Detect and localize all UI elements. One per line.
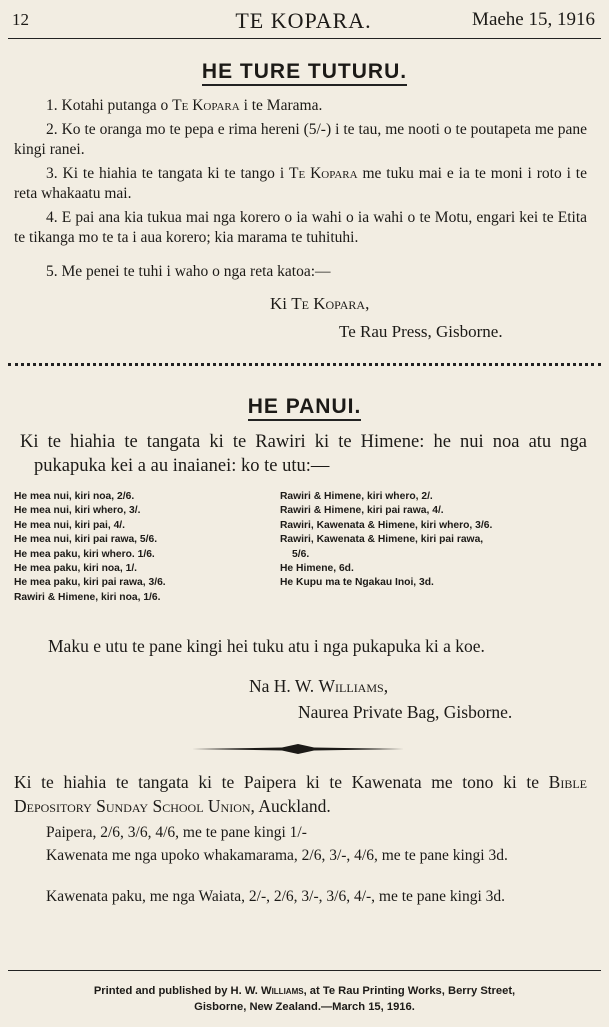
address-line-2: Te Rau Press, Gisborne. — [339, 322, 503, 341]
footer-rule — [8, 970, 601, 971]
rules-heading: HE TURE TUTURU. — [0, 60, 609, 84]
signature-line-2: Naurea Private Bag, Gisborne. — [298, 702, 513, 722]
imprint-line-1: Printed and published by H. W. Williams, at Te Rau Printing Works, Berry Street, — [93, 985, 516, 997]
imprint-footer — [10, 983, 599, 1015]
list-item: He mea nui, kiri noa, 2/6. — [14, 491, 135, 502]
panui-heading: HE PANUI. — [0, 395, 609, 419]
list-item: Rawiri, Kawenata & Himene, kiri pai rawa, — [280, 534, 484, 546]
bible-intro: Ki te hiahia te tangata ki te Paipera ki te Kawenata me tono ki te Bible Depository Sunday School Union, Auckland. — [14, 772, 587, 816]
panui-intro: Ki te hiahia te tangata ki te Rawiri ki te Himene: he nui noa atu nga pukapuka kei a au inaianei: ko te utu:— — [20, 432, 587, 476]
list-item: He mea paku, kiri whero. 1/6. — [14, 548, 155, 560]
rule-item-5: 5. Me penei te tuhi i waho o nga reta katoa:— — [46, 263, 331, 280]
list-item: Rawiri & Himene, kiri noa, 1/6. — [14, 591, 161, 603]
list-item: He mea nui, kiri whero, 3/. — [14, 505, 141, 517]
list-item: He mea paku, kiri pai rawa, 3/6. — [14, 577, 166, 589]
bible-line-1: Paipera, 2/6, 3/6, 4/6, me te pane kingi 1/- — [46, 824, 307, 841]
rule-item-2: 2. Ko te oranga mo te pepa e rima hereni (5/-) i te tau, me nooti o te poutapeta me pane kingi ranei. — [14, 121, 588, 158]
bible-line-2: Kawenata me nga upoko whakamarama, 2/6, 3/-, 4/6, me te pane kingi 3d. — [46, 847, 508, 864]
list-item: He mea nui, kiri pai, 4/. — [14, 519, 126, 531]
list-item: He mea paku, kiri noa, 1/. — [14, 563, 138, 575]
list-item: Rawiri & Himene, kiri pai rawa, 4/. — [280, 505, 444, 517]
list-item: He Himene, 6d. — [280, 563, 354, 575]
rule-item-4: 4. E pai ana kia tukua mai nga korero o ia wahi o ia wahi o te Motu, engari kei te Etita te tikanga mo te ta i aua korero; kia marama te tuhituhi. — [14, 209, 588, 246]
price-list-left — [14, 490, 166, 605]
list-item: 5/6. — [292, 548, 310, 560]
dotted-divider — [8, 363, 601, 370]
publication-title: TE KOPARA. — [235, 8, 372, 33]
bible-line-3: Kawenata paku, me nga Waiata, 2/-, 2/6, 3/-, 3/6, 4/-, me te pane kingi 3d. — [46, 888, 506, 905]
list-item: Rawiri, Kawenata & Himene, kiri whero, 3/6. — [280, 519, 493, 531]
address-line-1: Ki Te Kopara, — [270, 294, 370, 313]
list-item: He mea nui, kiri pai rawa, 5/6. — [14, 534, 158, 546]
imprint-line-2: Gisborne, New Zealand.—March 15, 1916. — [194, 1001, 415, 1013]
list-item: He Kupu ma te Ngakau Inoi, 3d. — [280, 577, 434, 589]
price-list-right — [280, 490, 492, 591]
header-rule — [8, 38, 601, 39]
rule-item-1: 1. Kotahi putanga o Te Kopara i te Marama. — [46, 97, 323, 114]
rule-item-3: 3. Ki te hiahia te tangata ki te tango i Te Kopara me tuku mai e ia te moni i roto i te reta whakaatu mai. — [14, 165, 587, 202]
issue-date: Maehe 15, 1916 — [472, 9, 595, 30]
page-number: 12 — [12, 10, 29, 29]
ornament-divider — [192, 744, 404, 754]
list-item: Rawiri & Himene, kiri whero, 2/. — [280, 491, 433, 502]
signature-line-1: Na H. W. Williams, — [249, 676, 389, 696]
page-header — [12, 8, 595, 34]
panui-closing: Maku e utu te pane kingi hei tuku atu i nga pukapuka ki a koe. — [48, 636, 485, 656]
